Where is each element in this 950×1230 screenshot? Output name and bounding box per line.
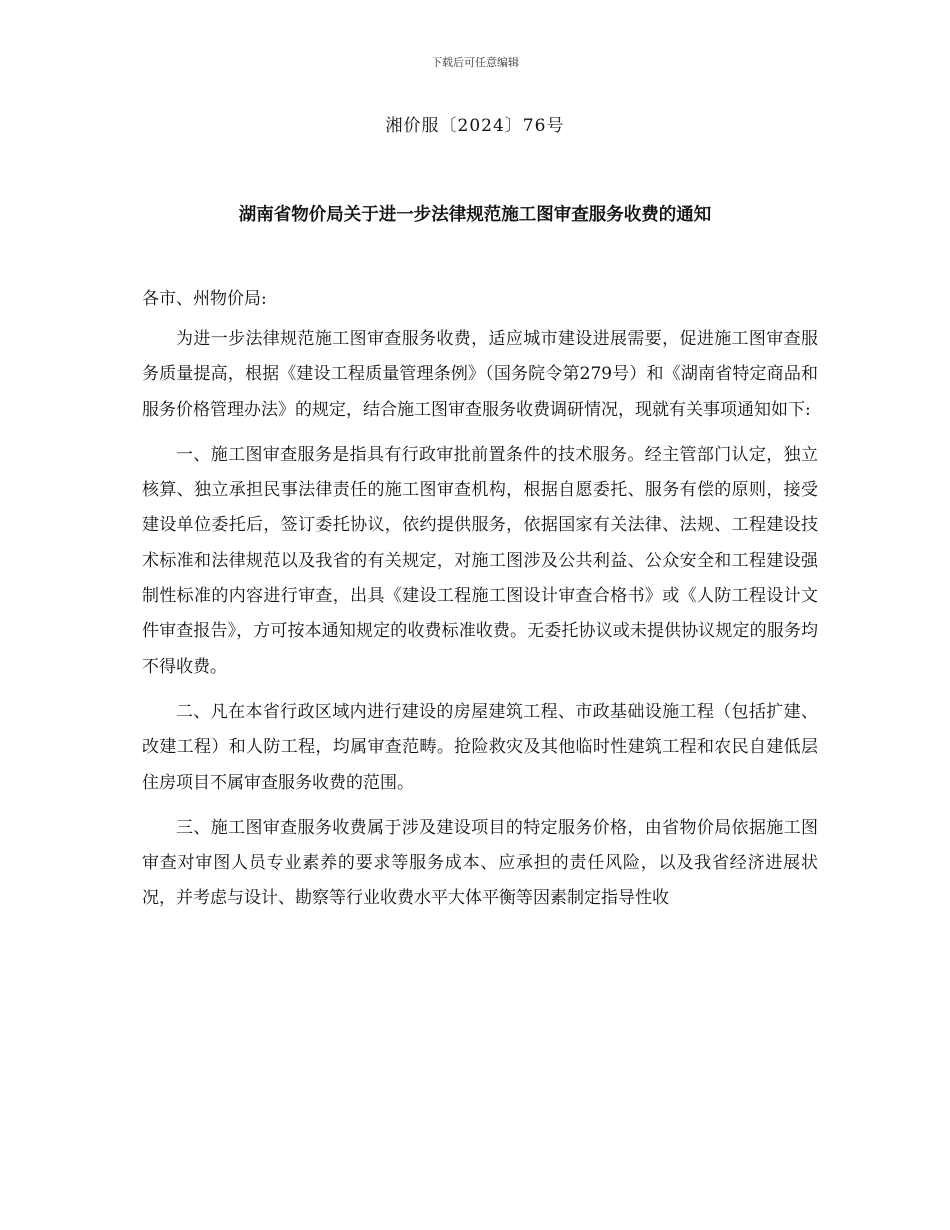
document-title: 湖南省物价局关于进一步法律规范施工图审查服务收费的通知 bbox=[238, 205, 712, 225]
salutation: 各市、州物价局: bbox=[142, 289, 267, 309]
paragraph-section-3: 三、施工图审查服务收费属于涉及建设项目的特定服务价格，由省物价局依据施工图审查对审图人员专业素养的要求等服务成本、应承担的责任风险，以及我省经济进展状况，并考虑与设计、勘察等行业收费水平大体平衡等因素制定指导性收 bbox=[142, 817, 818, 909]
header-note: 下载后可任意编辑 bbox=[431, 56, 519, 69]
paragraph-intro: 为进一步法律规范施工图审查服务收费，适应城市建设进展需要，促进施工图审查服务质量提高，根据《建设工程质量管理条例》（国务院令第279号）和《湖南省特定商品和服务价格管理办法》的规定，结合施工图审查服务收费调研情况，现就有关事项通知如下: bbox=[142, 329, 818, 420]
document-body bbox=[142, 322, 818, 927]
paragraph-section-2: 二、凡在本省行政区域内进行建设的房屋建筑工程、市政基础设施工程（包括扩建、改建工程）和人防工程，均属审查范畴。抢险救灾及其他临时性建筑工程和农民自建低层住房项目不属审查服务收费的范围。 bbox=[142, 701, 818, 793]
paragraph-section-1: 一、施工图审查服务是指具有行政审批前置条件的技术服务。经主管部门认定，独立核算、独立承担民事法律责任的施工图审查机构，根据自愿委托、服务有偿的原则，接受建设单位委托后，签订委托协议，依约提供服务，依据国家有关法律、法规、工程建设技术标准和法律规范以及我省的有关规定，对施工图涉及公共利益、公众安全和工程建设强制性标准的内容进行审查，出具《建设工程施工图设计审查合格书》或《人防工程设计文件审查报告》，方可按本通知规定的收费标准收费。无委托协议或未提供协议规定的服务均不得收费。 bbox=[142, 444, 818, 677]
document-number: 湘价服〔2024〕76号 bbox=[385, 116, 565, 136]
